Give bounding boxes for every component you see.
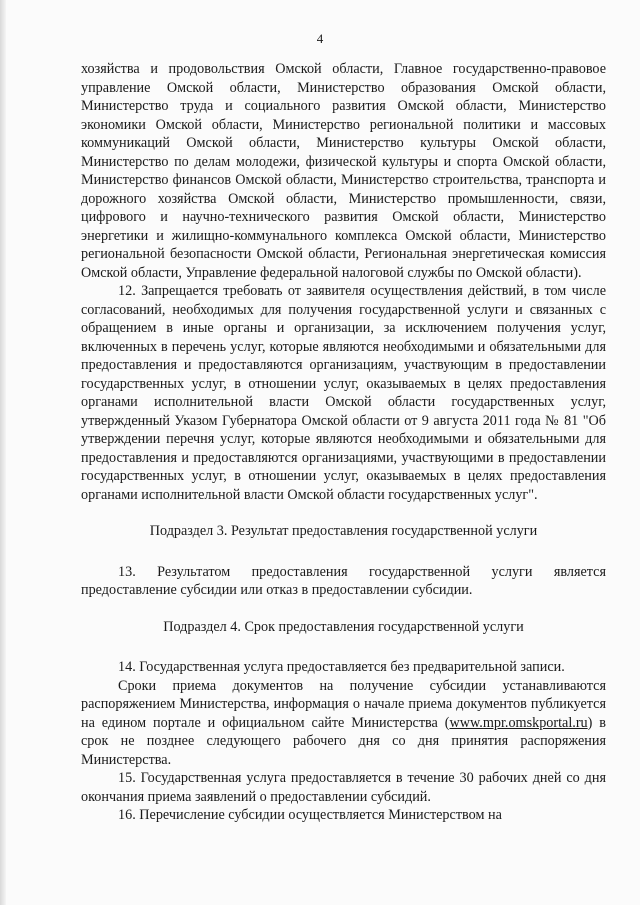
subsection-3-heading: Подраздел 3. Результат предоставления государственной услуги [149, 523, 538, 539]
paragraph-14-deadlines-text-end: ) в срок не позднее следующего рабочего дня со дня принятия распоряжения Министерства. [81, 714, 606, 768]
paragraph-15: 15. Государственная услуга предоставляется в течение 30 рабочих дней со дня окончания приема заявлений о предоставлении субсидий. [81, 770, 606, 805]
paragraph-14-deadlines [81, 677, 606, 770]
paragraph-14: 14. Государственная услуга предоставляется без предварительной записи. [118, 659, 565, 675]
paragraph-12: 12. Запрещается требовать от заявителя осуществления действий, в том числе согласований, необходимых для получения государственной услуги и связанных с обращением в иные органы и организации, за исключением получения услуг, включенных в перечень услуг, которые являются необходимыми и обязательными для предоставления и предоставляются организациям, участвующим в предоставлении государственных услуг, в отношении услуг, оказываемых в целях предоставления органами исполнительной власти Омской области государственных услуг, утвержденный Указом Губернатора Омской области от 9 августа 2011 года № 81 "Об утверждении перечня услуг, которые являются необходимыми и обязательными для предоставления и предоставляются организациями, участвующими в предоставлении государственных услуг, в отношении услуг, оказываемых в целях предоставления органами исполнительной власти Омской области государственных услуг". [81, 283, 606, 503]
paragraph-13: 13. Результатом предоставления государственной услуги является предоставление субсидии или отказ в предоставлении субсидии. [81, 563, 606, 598]
ministry-site-link[interactable]: www.mpr.omskportal.ru [449, 714, 588, 731]
subsection-4-heading: Подраздел 4. Срок предоставления государственной услуги [163, 618, 524, 635]
paragraph-14-deadlines-text-start: Сроки приема документов на получение субсидии устанавливаются распоряжением Министерства, информация о начале приема документов публикуется на едином портале и официальном сайте Министерства ( [81, 677, 606, 731]
paragraph-16: 16. Перечисление субсидии осуществляется Министерством на [118, 807, 502, 823]
page-left-edge [0, 0, 6, 905]
document-body [81, 60, 606, 825]
page-number: 4 [316, 31, 324, 46]
continuation-paragraph: хозяйства и продовольствия Омской области, Главное государственно-правовое управление Омской области, Министерство образования Омской области, Министерство труда и социального развития Омской области, Министерство экономики Омской области, Министерство региональной политики и массовых коммуникаций Омской области, Министерство культуры Омской области, Министерство по делам молодежи, физической культуры и спорта Омской области, Министерство финансов Омской области, Министерство строительства, транспорта и дорожного хозяйства Омской области, Министерство промышленности, связи, цифрового и научно-технического развития Омской области, Министерство энергетики и жилищно-коммунального комплекса Омской области, Министерство региональной безопасности Омской области, Региональная энергетическая комиссия Омской области, Управление федеральной налоговой службы по Омской области). [81, 61, 606, 281]
